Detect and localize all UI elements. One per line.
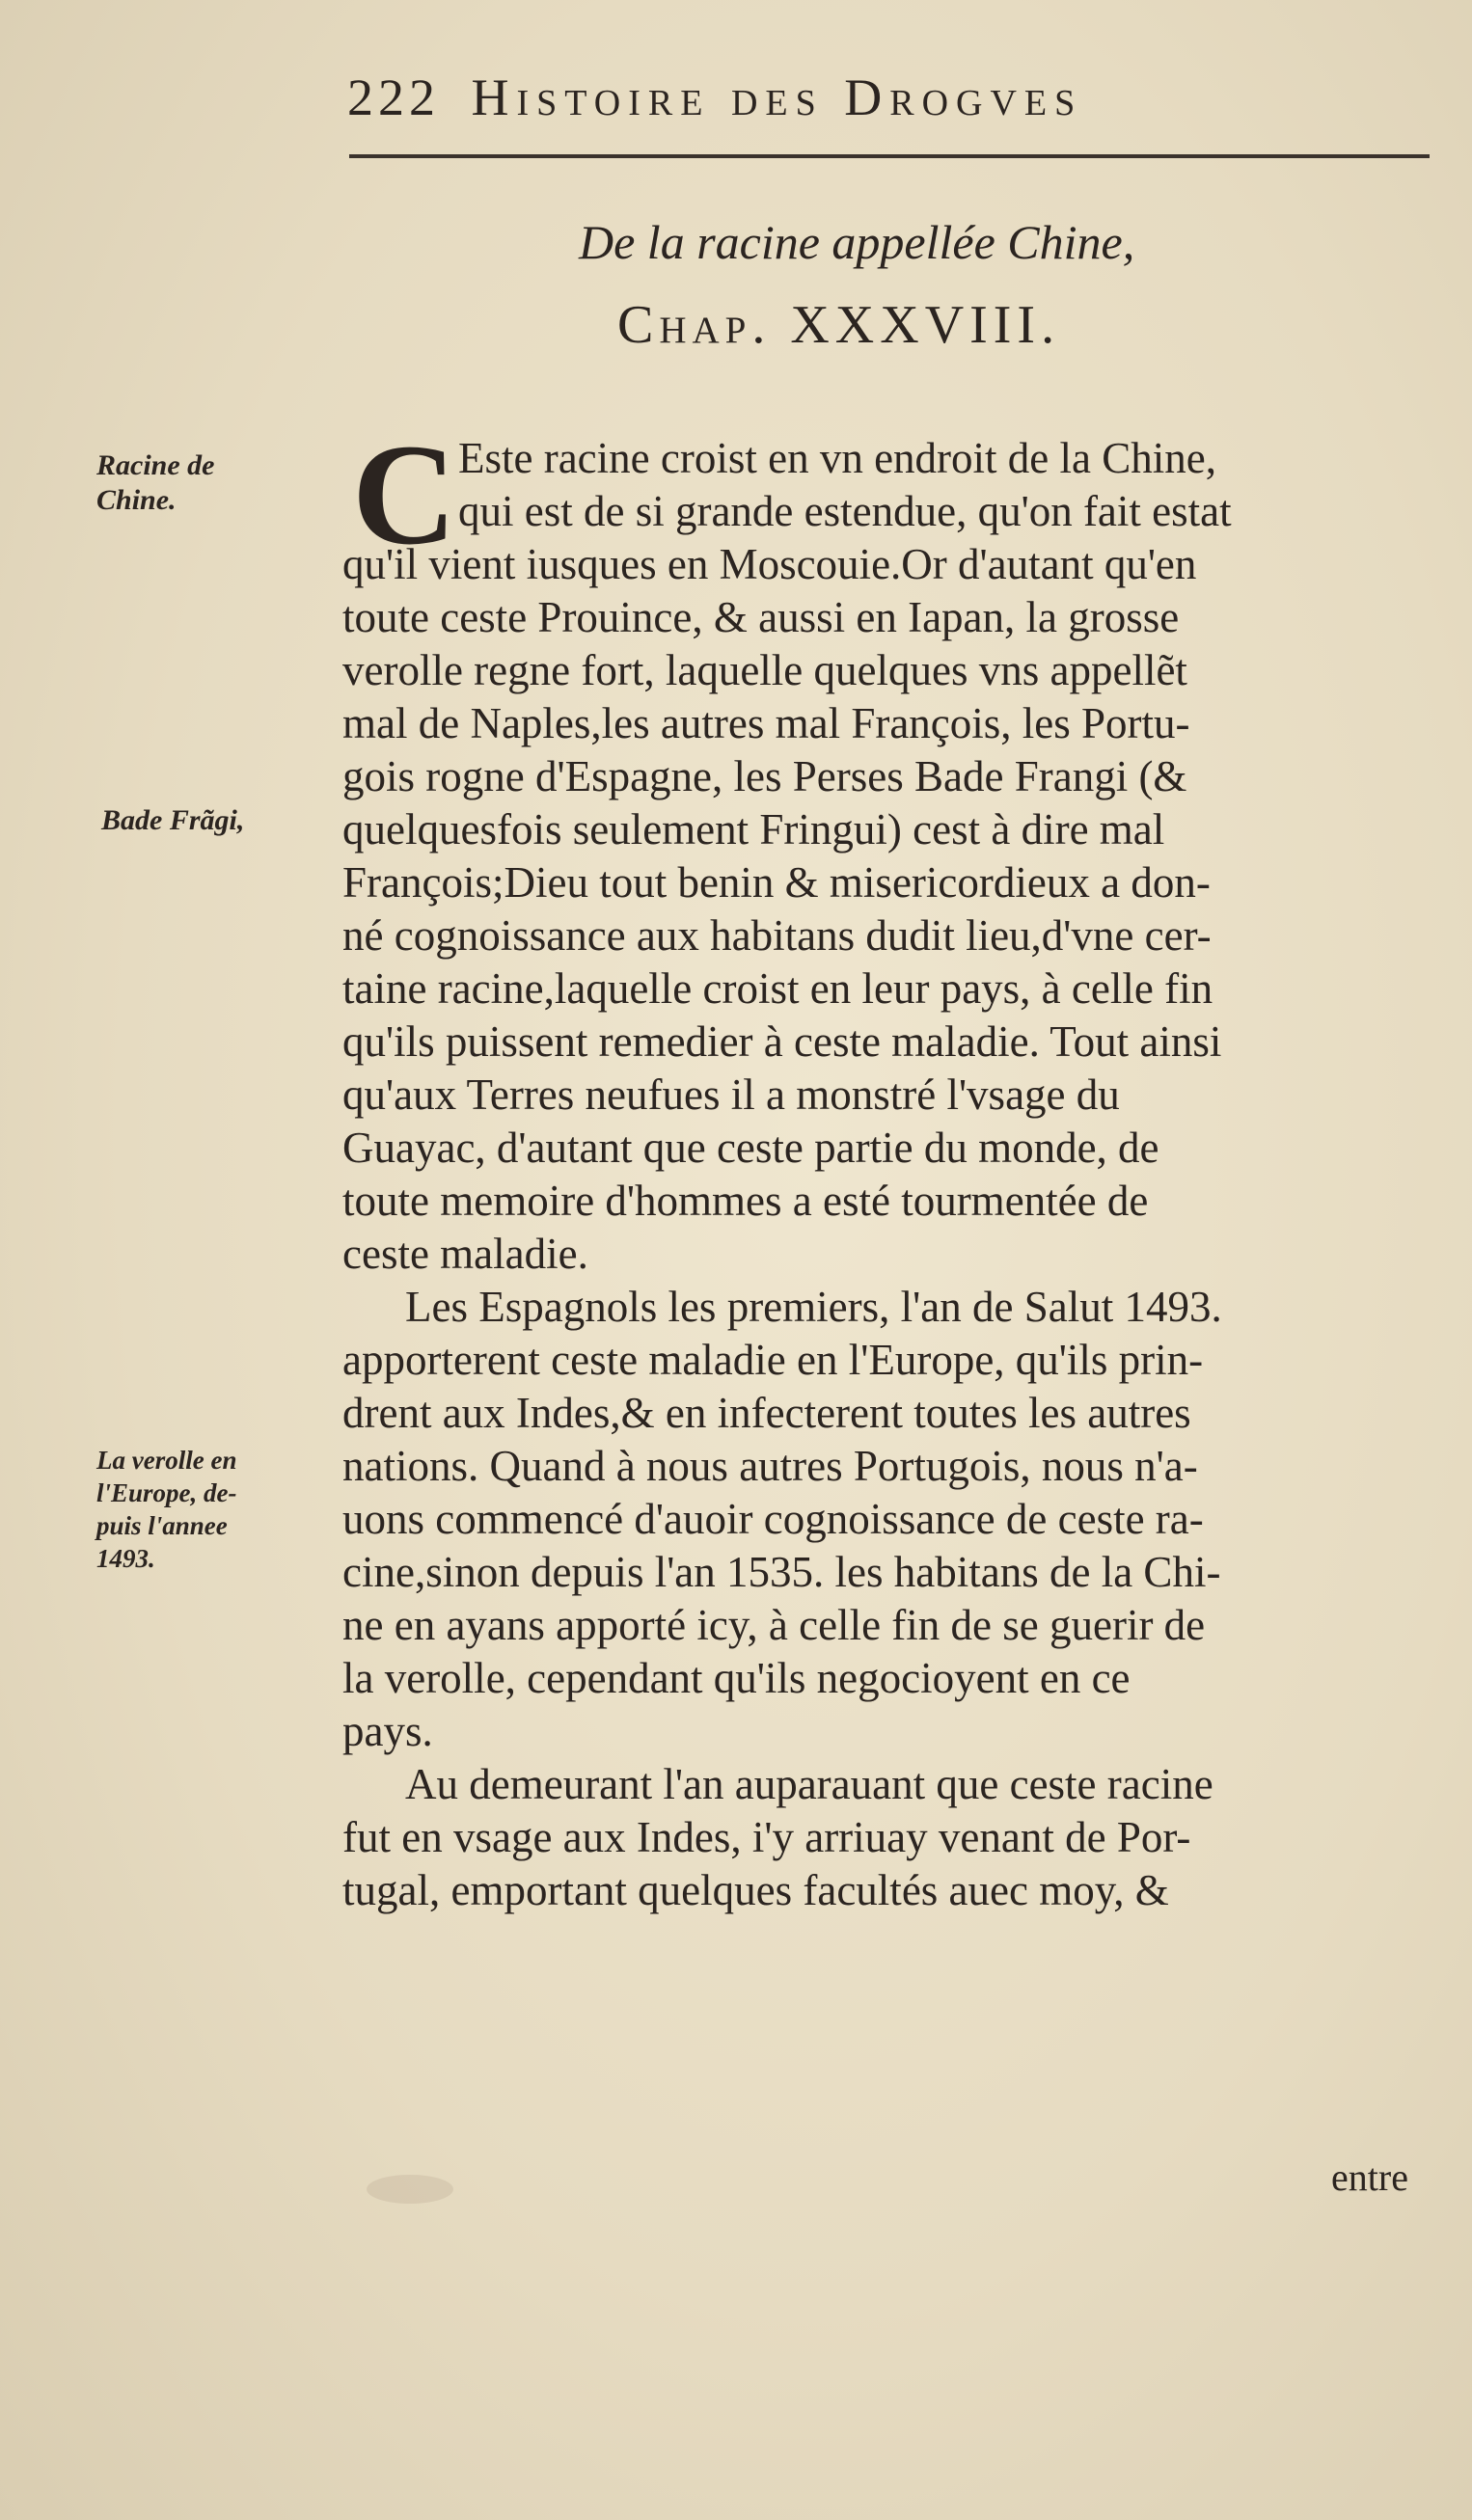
- text-line: gois rogne d'Espagne, les Perses Bade Frangi (&: [342, 752, 1187, 800]
- text-line: qu'il vient iusques en Moscouie.Or d'autant qu'en: [342, 540, 1197, 588]
- page-number: 222: [347, 68, 440, 126]
- text-line: pays.: [342, 1707, 433, 1755]
- text-line: toute ceste Prouince, & aussi en Iapan, la grosse: [342, 593, 1180, 641]
- text-line: né cognoissance aux habitans dudit lieu,d'vne cer-: [342, 911, 1212, 960]
- text-line: Au demeurant l'an auparauant que ceste racine: [405, 1760, 1213, 1808]
- text-line: verolle regne fort, laquelle quelques vns appellẽt: [342, 646, 1187, 694]
- text-line: ne en ayans apporté icy, à celle fin de se guerir de: [342, 1601, 1206, 1649]
- text-line: tugal, emportant quelques facultés auec moy, &: [342, 1866, 1169, 1914]
- text-line: Les Espagnols les premiers, l'an de Salut 1493.: [405, 1283, 1222, 1331]
- text-line: Guayac, d'autant que ceste partie du monde, de: [342, 1124, 1159, 1172]
- body-text: [342, 415, 1452, 1917]
- text-line: qui est de si grande estendue, qu'on fait estat: [458, 487, 1232, 535]
- running-title: Histoire des Drogves: [471, 68, 1083, 126]
- text-line: qu'aux Terres neufues il a monstré l'vsage du: [342, 1070, 1120, 1119]
- text-line: taine racine,laquelle croist en leur pays, à celle fin: [342, 964, 1213, 1013]
- text-line: quelquesfois seulement Fringui) cest à dire mal: [342, 805, 1165, 854]
- chapter-number: Chap. XXXVIII.: [617, 295, 1061, 355]
- text-line: toute memoire d'hommes a esté tourmentée de: [342, 1177, 1149, 1225]
- drop-cap: C: [352, 415, 457, 575]
- text-line: uons commencé d'auoir cognoissance de ceste ra-: [342, 1495, 1204, 1543]
- margin-note-verolle: La verolle en l'Europe, de- puis l'annee 1493.: [96, 1446, 237, 1573]
- text-line: cine,sinon depuis l'an 1535. les habitans de la Chi-: [342, 1548, 1221, 1596]
- ink-smudge: [367, 2175, 453, 2204]
- margin-note-racine: Racine de Chine.: [96, 449, 215, 516]
- text-line: drent aux Indes,& en infecterent toutes les autres: [342, 1389, 1191, 1437]
- running-header: [347, 68, 1389, 135]
- text-line: apporterent ceste maladie en l'Europe, qu'ils prin-: [342, 1336, 1204, 1384]
- text-line: ceste maladie.: [342, 1230, 588, 1278]
- text-line: la verolle, cependant qu'ils negocioyent en ce: [342, 1654, 1131, 1702]
- text-line: mal de Naples,les autres mal François, les Portu-: [342, 699, 1190, 747]
- text-line: nations. Quand à nous autres Portugois, nous n'a-: [342, 1442, 1198, 1490]
- chapter-title: De la racine appellée Chine,: [579, 215, 1135, 269]
- text-line: François;Dieu tout benin & misericordieux a don-: [342, 858, 1211, 907]
- text-line: qu'ils puissent remedier à ceste maladie. Tout ainsi: [342, 1017, 1222, 1066]
- catchword: entre: [1331, 2155, 1408, 2199]
- text-line: Este racine croist en vn endroit de la Chine,: [458, 434, 1216, 482]
- text-line: fut en vsage aux Indes, i'y arriuay venant de Por-: [342, 1813, 1191, 1861]
- margin-note-bade: Bade Frãgi,: [101, 804, 245, 836]
- header-rule: [349, 154, 1430, 158]
